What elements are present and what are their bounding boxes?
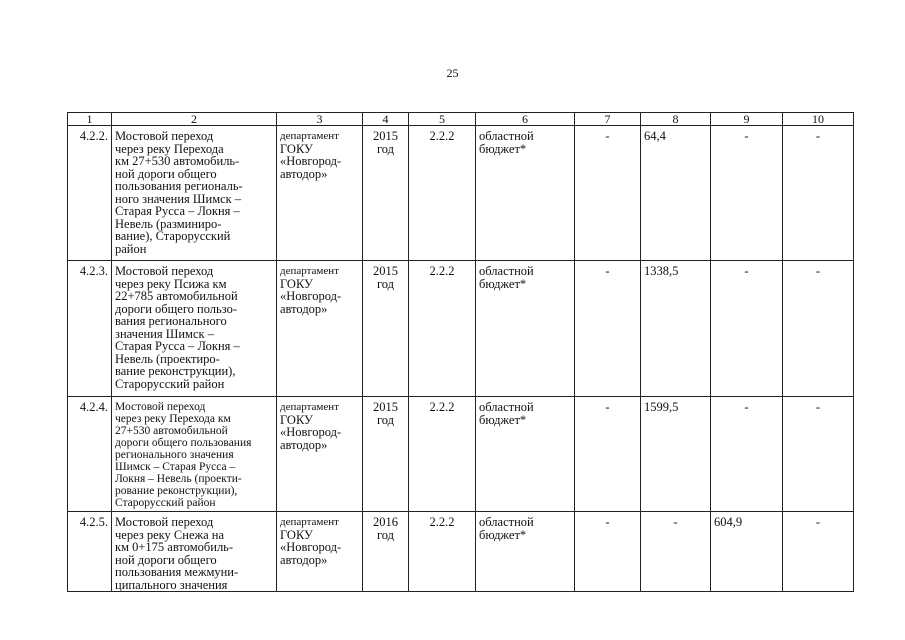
row-col9: 604,9 [711,512,783,592]
row-col8: 1599,5 [641,397,711,512]
desc-line: район [115,241,147,256]
executor-agency-line: автодор» [280,166,328,181]
row-col7: - [575,397,641,512]
row-target-indicator: 2.2.2 [409,512,476,592]
executor-agency-line: ГОКУ [280,412,313,427]
executor-department: департамент [280,516,339,528]
desc-line: Мостовой переход [115,401,206,413]
row-col8: - [641,512,711,592]
row-number: 4.2.4. [68,397,112,512]
source-line: бюджет* [479,527,527,542]
col-header-9: 9 [711,113,783,126]
desc-line: Невель (проектиро- [115,351,220,366]
desc-line: значения Шимск – [115,326,214,341]
row-funding-source [476,512,575,592]
desc-line: вания регионального [115,314,227,328]
source-line: бюджет* [479,141,527,156]
row-number: 4.2.5. [68,512,112,592]
desc-line: вание), Старорусский [115,229,231,243]
col-header-4: 4 [363,113,409,126]
desc-line: ной дороги общего [115,552,217,567]
col-header-3: 3 [277,113,363,126]
desc-line: пользования межмуни- [115,565,239,579]
col-header-2: 2 [112,113,277,126]
row-col10: - [783,261,854,397]
executor-agency-line: ГОКУ [280,527,313,542]
table-row [68,512,854,592]
row-description [112,261,277,397]
year-unit: год [376,527,395,542]
row-target-indicator: 2.2.2 [409,126,476,261]
col-header-7: 7 [575,113,641,126]
desc-line: через реку Перехода км [115,413,231,425]
row-year [363,126,409,261]
row-year [363,261,409,397]
year-value: 2015 [373,264,398,278]
desc-line: через реку Перехода [115,141,224,156]
row-col7: - [575,126,641,261]
row-col8: 1338,5 [641,261,711,397]
year-unit: год [376,141,395,156]
desc-line: через реку Снежа на [115,527,225,542]
desc-line: Мостовой переход [115,264,214,278]
row-target-indicator: 2.2.2 [409,397,476,512]
desc-line: Шимск – Старая Русса – [115,461,236,473]
row-number: 4.2.3. [68,261,112,397]
desc-line: через реку Псижа км [115,276,227,291]
year-value: 2015 [373,400,398,414]
desc-line: ципального значения [115,577,228,592]
col-header-6: 6 [476,113,575,126]
row-executor [277,397,363,512]
desc-line: 22+785 автомобильной [115,289,238,303]
source-line: областной [479,400,534,414]
desc-line: Мостовой переход [115,129,214,143]
desc-line: Локня – Невель (проекти- [115,473,242,485]
source-line: бюджет* [479,412,527,427]
executor-department: департамент [280,401,339,413]
desc-line: рование реконструкции), [115,485,238,497]
desc-line: Старая Русса – Локня – [115,339,240,353]
col-header-8: 8 [641,113,711,126]
row-year [363,397,409,512]
row-number: 4.2.2. [68,126,112,261]
row-col10: - [783,126,854,261]
year-unit: год [376,276,395,291]
row-executor [277,512,363,592]
desc-line: Старорусский район [115,376,225,391]
executor-agency-line: автодор» [280,437,328,452]
row-description [112,126,277,261]
desc-line: вание реконструкции), [115,364,236,378]
row-funding-source [476,126,575,261]
row-col9: - [711,126,783,261]
table-row [68,126,854,261]
row-executor [277,126,363,261]
executor-agency-line: автодор» [280,552,328,567]
row-col9: - [711,261,783,397]
executor-department: департамент [280,265,339,277]
desc-line: ной дороги общего [115,166,217,181]
executor-agency-line: «Новгород- [280,289,342,303]
executor-agency-line: ГОКУ [280,276,313,291]
col-header-5: 5 [409,113,476,126]
year-unit: год [376,412,395,427]
row-funding-source [476,397,575,512]
row-description [112,397,277,512]
desc-line: Мостовой переход [115,515,214,529]
desc-line: ного значения Шимск – [115,191,242,206]
executor-agency-line: «Новгород- [280,425,342,439]
desc-line: дороги общего пользо- [115,301,238,316]
executor-agency-line: ГОКУ [280,141,313,156]
row-description [112,512,277,592]
table-row [68,397,854,512]
row-col9: - [711,397,783,512]
desc-line: Старорусский район [115,497,216,509]
executor-agency-line: «Новгород- [280,154,342,168]
page-number: 25 [446,66,459,80]
desc-line: км 0+175 автомобиль- [115,540,234,554]
row-target-indicator: 2.2.2 [409,261,476,397]
row-col8: 64,4 [641,126,711,261]
col-header-10: 10 [783,113,854,126]
row-col7: - [575,512,641,592]
column-number-row [68,113,854,126]
row-funding-source [476,261,575,397]
desc-line: Невель (разминиро- [115,216,222,231]
table-row [68,261,854,397]
row-col10: - [783,512,854,592]
program-table [67,112,854,592]
year-value: 2015 [373,129,398,143]
desc-line: регионального значения [115,449,234,461]
desc-line: дороги общего пользования [115,437,252,449]
row-year [363,512,409,592]
source-line: областной [479,264,534,278]
row-col7: - [575,261,641,397]
source-line: бюджет* [479,276,527,291]
row-col10: - [783,397,854,512]
year-value: 2016 [373,515,398,529]
executor-agency-line: автодор» [280,301,328,316]
col-header-1: 1 [68,113,112,126]
desc-line: Старая Русса – Локня – [115,204,240,218]
row-executor [277,261,363,397]
source-line: областной [479,129,534,143]
executor-department: департамент [280,130,339,142]
source-line: областной [479,515,534,529]
executor-agency-line: «Новгород- [280,540,342,554]
desc-line: пользования региональ- [115,179,243,193]
desc-line: км 27+530 автомобиль- [115,154,240,168]
desc-line: 27+530 автомобильной [115,425,228,437]
